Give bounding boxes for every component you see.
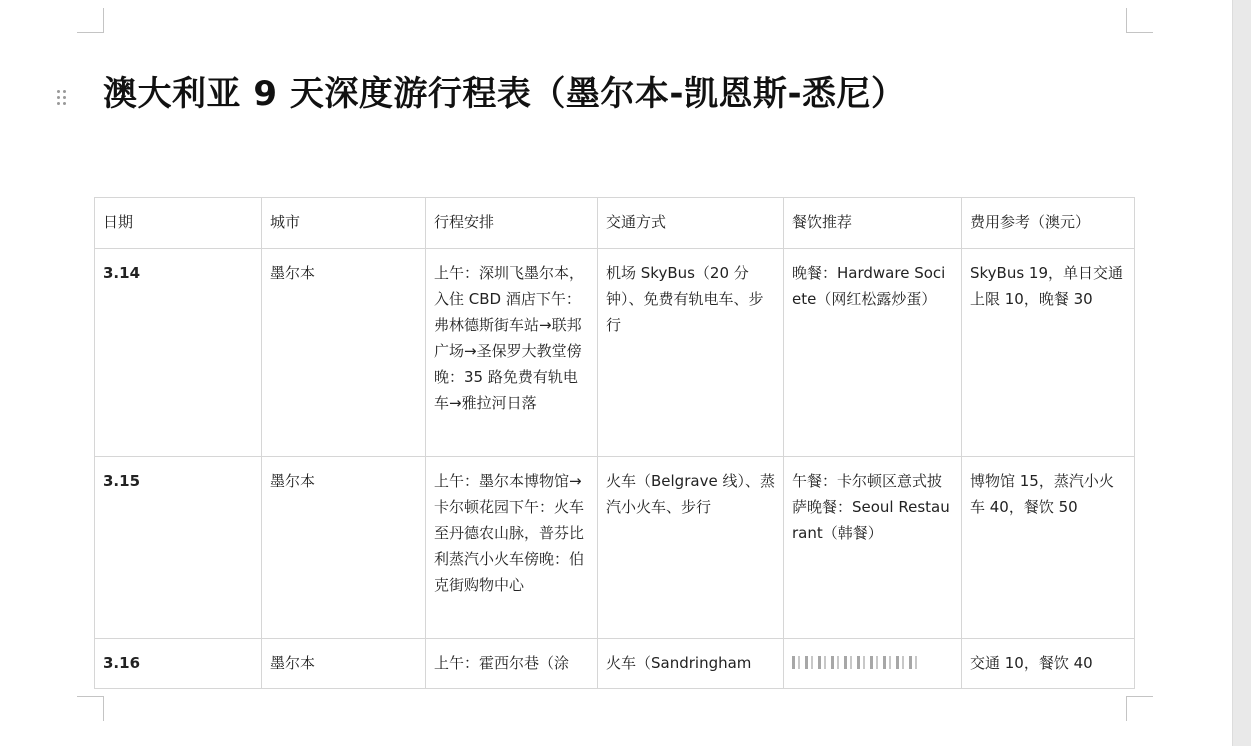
header-cell-city[interactable]: 城市 [262,198,426,249]
header-cell-transport[interactable]: 交通方式 [598,198,784,249]
transport-cell[interactable]: 火车（Sandringham [598,639,784,689]
dining-cell[interactable] [784,639,962,689]
illegible-text-fragment [792,656,918,669]
table-header-row [95,198,1135,249]
date-cell[interactable]: 3.16 [95,639,262,689]
vertical-scrollbar[interactable] [1232,0,1251,746]
schedule-cell[interactable]: 上午：墨尔本博物馆→卡尔顿花园下午：火车至丹德农山脉，普芬比利蒸汽小火车傍晚：伯克街购物中心 [426,457,598,639]
table-row [95,639,1135,689]
date-cell[interactable]: 3.15 [95,457,262,639]
cost-cell[interactable]: 交通 10，餐饮 40 [962,639,1135,689]
document-title[interactable]: 澳大利亚 9 天深度游行程表（墨尔本-凯恩斯-悉尼） [103,74,906,114]
page-margin-corner-bottom-right [1126,696,1153,721]
transport-cell[interactable]: 机场 SkyBus（20 分钟）、免费有轨电车、步行 [598,249,784,457]
header-cell-cost[interactable]: 费用参考（澳元） [962,198,1135,249]
table-row [95,249,1135,457]
drag-handle-icon[interactable] [57,90,69,108]
header-cell-date[interactable]: 日期 [95,198,262,249]
header-cell-schedule[interactable]: 行程安排 [426,198,598,249]
page-margin-corner-top-right [1126,8,1153,33]
dining-cell[interactable]: 午餐：卡尔顿区意式披萨晚餐：Seoul Restaurant（韩餐） [784,457,962,639]
schedule-cell[interactable]: 上午：霍西尔巷（涂 [426,639,598,689]
city-cell[interactable]: 墨尔本 [262,639,426,689]
city-cell[interactable]: 墨尔本 [262,249,426,457]
page-margin-corner-top-left [77,8,104,33]
page-margin-corner-bottom-left [77,696,104,721]
table-row [95,457,1135,639]
city-cell[interactable]: 墨尔本 [262,457,426,639]
header-cell-dining[interactable]: 餐饮推荐 [784,198,962,249]
cost-cell[interactable]: 博物馆 15，蒸汽小火车 40，餐饮 50 [962,457,1135,639]
cost-cell[interactable]: SkyBus 19，单日交通上限 10，晚餐 30 [962,249,1135,457]
transport-cell[interactable]: 火车（Belgrave 线）、蒸汽小火车、步行 [598,457,784,639]
date-cell[interactable]: 3.14 [95,249,262,457]
itinerary-table [94,197,1135,689]
schedule-cell[interactable]: 上午：深圳飞墨尔本，入住 CBD 酒店下午：弗林德斯街车站→联邦广场→圣保罗大教堂傍晚：35 路免费有轨电车→雅拉河日落 [426,249,598,457]
dining-cell[interactable]: 晚餐：Hardware Societe（网红松露炒蛋） [784,249,962,457]
